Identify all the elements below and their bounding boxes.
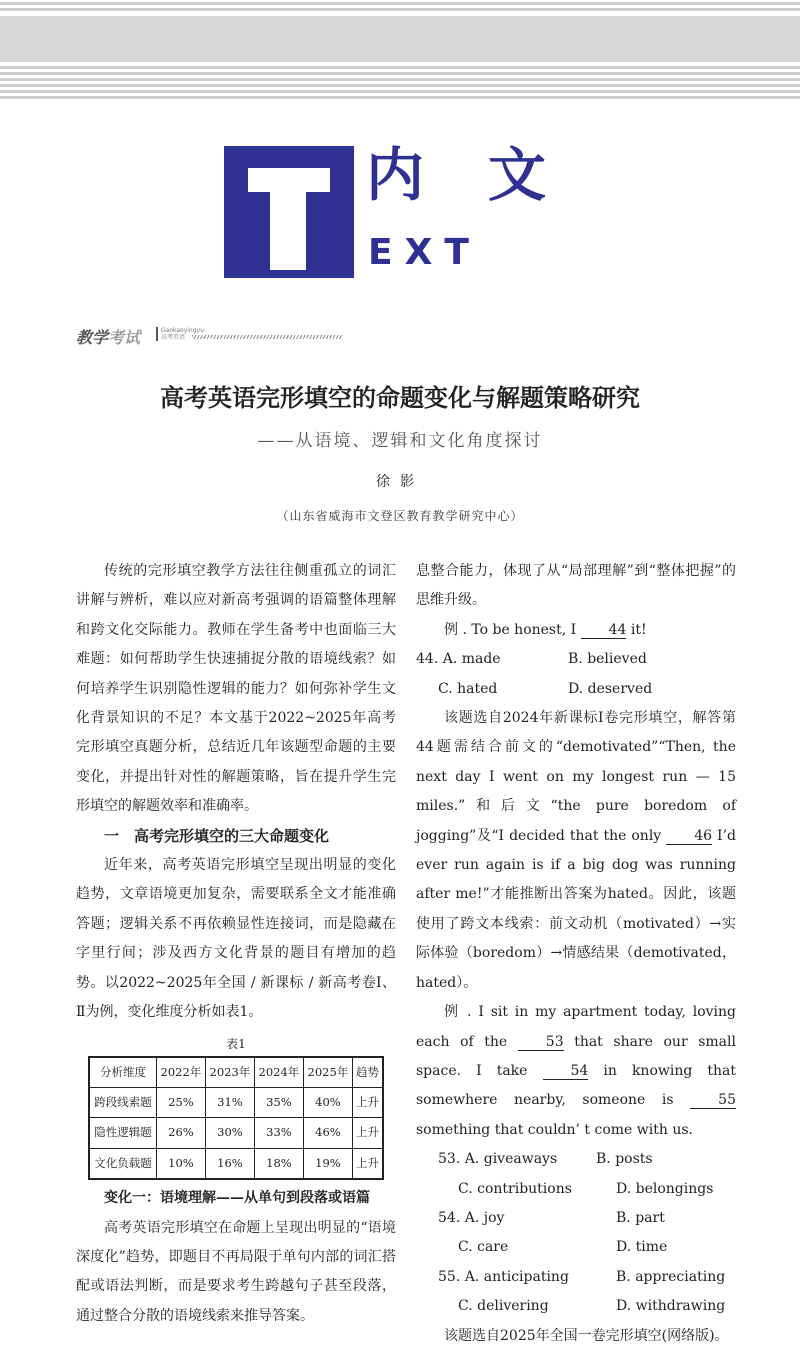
option: 54. A. joy <box>438 1209 505 1226</box>
table-cell: 31% <box>205 1087 254 1117</box>
table-cell: 16% <box>205 1148 254 1179</box>
big-t-logo <box>224 146 354 278</box>
option: 44. A. made <box>416 651 501 668</box>
table-cell: 26% <box>156 1118 205 1148</box>
option: C. delivering <box>458 1298 549 1315</box>
left-column <box>76 557 396 1331</box>
table-cell: 40% <box>303 1087 352 1117</box>
column-pinyin: Gaokaoyingyu <box>161 327 204 334</box>
option: C. care <box>458 1239 509 1256</box>
example-2 <box>416 998 736 1145</box>
table-row <box>89 1087 383 1117</box>
gray-band <box>0 16 800 62</box>
paragraph: 高考英语完形填空在命题上呈现出明显的“语境深度化”趋势，即题目不再局限于单句内部的词汇搭配或语法判断，而是要求考生跨越句子甚至段落，通过整合分散的语境线索来推导答案。 <box>76 1219 396 1324</box>
table-row <box>89 1118 383 1148</box>
table-cell: 跨段线索题 <box>89 1087 156 1117</box>
options-row <box>416 1145 736 1174</box>
table-cell: 文化负载题 <box>89 1148 156 1179</box>
option: C. contributions <box>458 1180 572 1197</box>
options-row <box>416 1175 736 1204</box>
section-heading: 一 高考完形填空的三大命题变化 <box>104 826 330 845</box>
article-author: 徐影 <box>376 474 424 490</box>
blank-53: 53 <box>518 1034 564 1051</box>
options-row <box>416 1204 736 1233</box>
section-title-cn: 内文 <box>366 141 611 209</box>
paragraph <box>416 704 736 998</box>
table-cell: 上升 <box>352 1148 383 1179</box>
table-cell: 30% <box>205 1118 254 1148</box>
article-title: 高考英语完形填空的命题变化与解题策略研究 <box>160 383 640 412</box>
example-text: 例 . I sit in my apartment today, loving each of the <box>416 1004 736 1050</box>
data-table <box>88 1056 384 1181</box>
column-header <box>76 325 204 348</box>
hatch-decoration <box>192 335 342 339</box>
table-row <box>89 1148 383 1179</box>
example-text: something that couldn’ t come with us. <box>416 1121 693 1138</box>
stripe <box>0 2 800 5</box>
table-header: 2022年 <box>156 1057 205 1088</box>
option: D. belongings <box>616 1180 714 1197</box>
stripe <box>0 78 800 81</box>
stripe <box>0 8 800 11</box>
option: B. believed <box>568 651 647 668</box>
option: D. withdrawing <box>616 1298 726 1315</box>
example-text: in knowing that somewhere nearby, someone is <box>416 1062 736 1109</box>
article-affiliation: （山东省威海市文登区教育教学研究中心） <box>276 509 524 523</box>
stripe <box>0 96 800 99</box>
options-row <box>416 1263 736 1292</box>
option: D. time <box>616 1239 668 1256</box>
table-cell: 19% <box>303 1148 352 1179</box>
table-header-row <box>89 1057 383 1088</box>
section-title-en: EXT <box>368 232 481 273</box>
example-text: it! <box>626 621 647 638</box>
subsection-heading: 变化一：语境理解——从单句到段落或语篇 <box>104 1190 370 1207</box>
column-sub-cn: 高考英语 <box>161 334 186 341</box>
table-header: 2025年 <box>303 1057 352 1088</box>
options-row <box>416 675 736 704</box>
example-text: that share our small space. I take <box>416 1033 736 1079</box>
table-cell: 33% <box>254 1118 303 1148</box>
paragraph: 息整合能力，体现了从“局部理解”到“整体把握”的思维升级。 <box>416 563 736 609</box>
table-cell: 46% <box>303 1118 352 1148</box>
example-1 <box>416 616 736 645</box>
option: D. deserved <box>568 680 653 697</box>
table-cell: 上升 <box>352 1118 383 1148</box>
blank-44: 44 <box>581 622 627 639</box>
t-stem <box>270 168 306 270</box>
table-cell: 35% <box>254 1087 303 1117</box>
paragraph: 传统的完形填空教学方法往往侧重孤立的词汇讲解与辨析，难以应对新高考强调的语篇整体理解和跨文化交际能力。教师在学生备考中也面临三大难题：如何帮助学生快速捕捉分散的语境线索？如何培养学生识别隐性逻辑的能力？如何弥补学生文化背景知识的不足？本文基于2022~2025年高考完形填空真题分析，总结近几年该题型命题的主要变化，并提出针对性的解题策略，旨在提升学生完形填空的解题效率和准确率。 <box>76 563 396 815</box>
table-header: 2024年 <box>254 1057 303 1088</box>
option: C. hated <box>438 680 498 697</box>
top-banner <box>0 0 800 104</box>
example-text: 例 . To be honest, I <box>444 621 581 638</box>
options-row <box>416 645 736 674</box>
stripe <box>0 84 800 87</box>
column-name-2: 考试 <box>108 328 141 347</box>
table-caption: 表1 <box>226 1036 246 1051</box>
table-cell: 10% <box>156 1148 205 1179</box>
stripe <box>0 72 800 75</box>
right-column <box>416 557 736 1351</box>
table-cell: 18% <box>254 1148 303 1179</box>
paragraph: 该题选自2025年全国一卷完形填空(网络版)。 <box>444 1327 729 1344</box>
table-cell: 25% <box>156 1087 205 1117</box>
options-row <box>416 1233 736 1262</box>
option: B. posts <box>596 1151 653 1168</box>
table-header: 趋势 <box>352 1057 383 1088</box>
options-row <box>416 1292 736 1321</box>
table-header: 2023年 <box>205 1057 254 1088</box>
table-cell: 隐性逻辑题 <box>89 1118 156 1148</box>
option: B. appreciating <box>616 1268 726 1285</box>
paragraph: 近年来，高考英语完形填空呈现出明显的变化趋势，文章语境更加复杂，需要联系全文才能准确答题；逻辑关系不再依赖显性连接词，而是隐藏在字里行间；涉及西方文化背景的题目有增加的趋势。以2022~2025年全国 / 新课标 / 新高考卷Ⅰ、Ⅱ为例，变化维度分析如表1。 <box>76 857 396 1021</box>
table-cell: 上升 <box>352 1087 383 1117</box>
table-header: 分析维度 <box>89 1057 156 1088</box>
blank-46: 46 <box>666 828 712 845</box>
option: 53. A. giveaways <box>438 1151 558 1168</box>
blank-54: 54 <box>543 1063 589 1080</box>
article-subtitle: ——从语境、逻辑和文化角度探讨 <box>257 431 543 451</box>
option: B. part <box>616 1209 665 1226</box>
column-name-1: 教学 <box>76 328 109 347</box>
paragraph-text: 该题选自2024年新课标Ⅰ卷完形填空，解答第44题需结合前文的“demotivated”“Then, the next day I went on my longest run — 15 miles.”和后文“the pure boredom of jogging”及“I decided that the only <box>416 710 736 844</box>
stripe <box>0 90 800 93</box>
stripe <box>0 66 800 69</box>
option: 55. A. anticipating <box>438 1268 569 1285</box>
blank-55: 55 <box>690 1092 736 1109</box>
paragraph-text: I’d ever run again is if a big dog was running after me!”才能推断出答案为hated。因此，该题使用了跨文本线索：前文动机（motivated）→实际体验（boredom）→情感结果（demotivated，hated）。 <box>416 827 736 991</box>
